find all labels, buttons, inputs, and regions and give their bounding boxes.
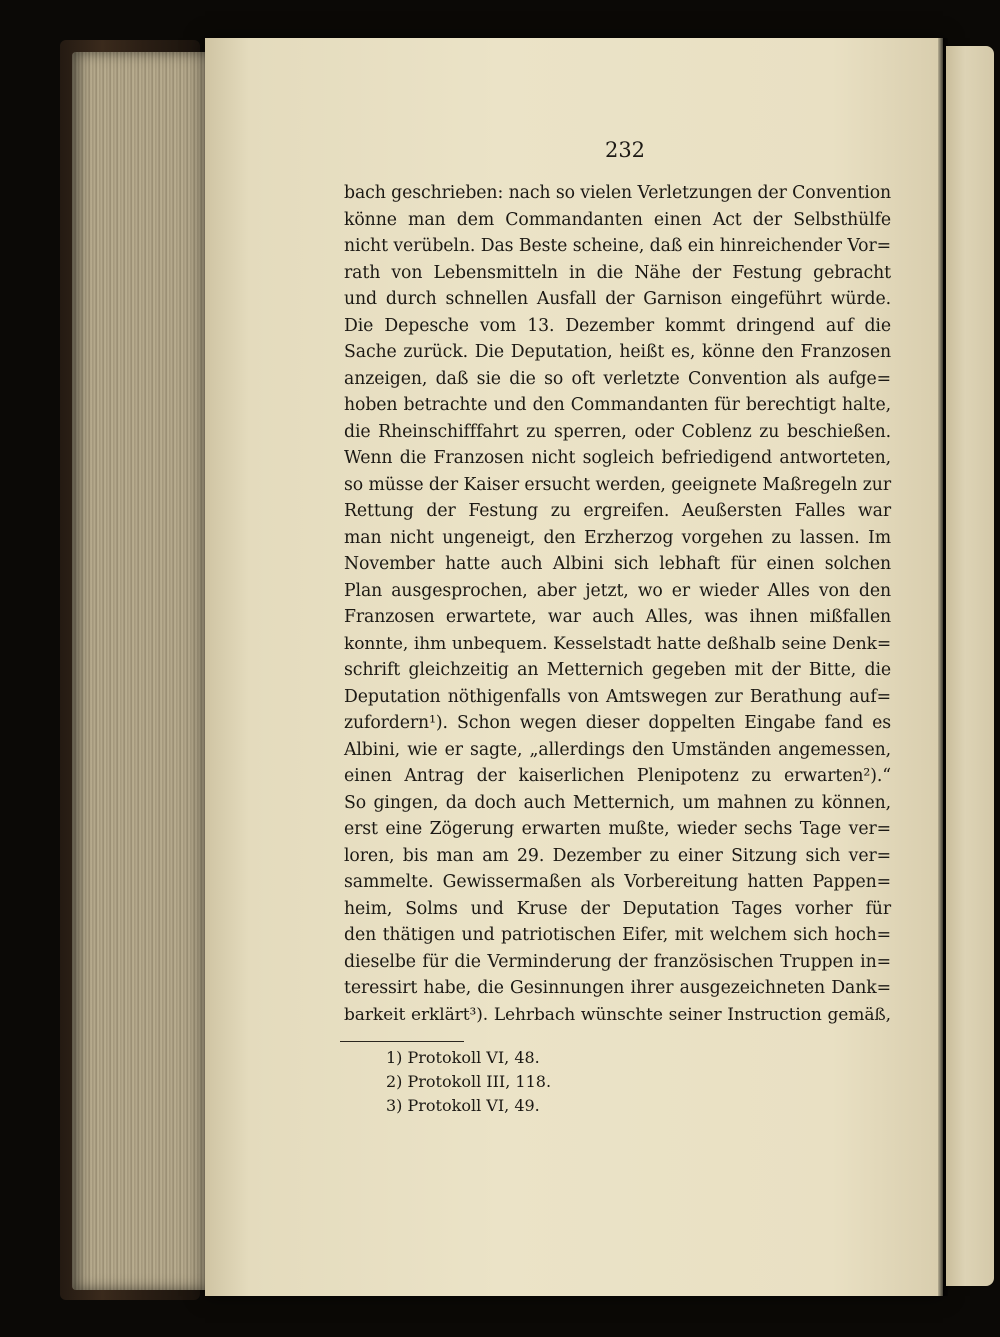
text-line: nicht verübeln. Das Beste scheine, daß ein hinreichender Vor= (344, 236, 891, 256)
text-line: dieselbe für die Verminderung der französischen Truppen in= (344, 951, 891, 972)
text-line: Deputation nöthigenfalls von Amtswegen zur Berathung auf= (344, 686, 891, 707)
text-line: barkeit erklärt³). Lehrbach wünschte seiner Instruction gemäß, (344, 1004, 891, 1025)
text-line: könne man dem Commandanten einen Act der Selbsthülfe (344, 209, 891, 230)
text-line: November hatte auch Albini sich lebhaft für einen solchen (344, 554, 891, 574)
text-line: Rettung der Festung zu ergreifen. Aeußersten Falles war (344, 501, 891, 521)
page-number: 232 (604, 138, 646, 162)
footnote: 2) Protokoll III, 118. (386, 1072, 552, 1091)
text-line: man nicht ungeneigt, den Erzherzog vorgehen zu lassen. Im (344, 527, 891, 548)
text-line: Sache zurück. Die Deputation, heißt es, könne den Franzosen (344, 342, 891, 362)
text-line: konnte, ihm unbequem. Kesselstadt hatte deßhalb seine Denk= (344, 633, 891, 654)
page-edges (72, 52, 222, 1290)
text-line: den thätigen und patriotischen Eifer, mit welchem sich hoch= (344, 925, 891, 945)
text-line: So gingen, da doch auch Metternich, um mahnen zu können, (344, 792, 891, 813)
body-text (344, 180, 891, 1028)
text-line: loren, bis man am 29. Dezember zu einer Sitzung sich ver= (344, 845, 891, 866)
text-line: so müsse der Kaiser ersucht werden, geeignete Maßregeln zur (344, 474, 891, 495)
text-line: Albini, wie er sagte, „allerdings den Umständen angemessen, (344, 739, 891, 760)
text-line: und durch schnellen Ausfall der Garnison eingeführt würde. (344, 289, 891, 309)
footnote: 3) Protokoll VI, 49. (386, 1096, 540, 1115)
facing-page (946, 46, 994, 1286)
text-line: bach geschrieben: nach so vielen Verletzungen der Convention (344, 183, 892, 203)
text-line: Die Depesche vom 13. Dezember kommt dringend auf die (344, 315, 891, 336)
text-line: Plan ausgesprochen, aber jetzt, wo er wieder Alles von den (344, 580, 891, 601)
footnote: 1) Protokoll VI, 48. (386, 1048, 540, 1067)
footnote-rule (340, 1041, 464, 1042)
text-line: die Rheinschifffahrt zu sperren, oder Coblenz zu beschießen. (344, 421, 891, 442)
text-line: Wenn die Franzosen nicht sogleich befriedigend antworteten, (344, 448, 891, 468)
text-line: hoben betrachte und den Commandanten für berechtigt halte, (344, 395, 891, 415)
text-line: erst eine Zögerung erwarten mußte, wieder sechs Tage ver= (344, 819, 891, 839)
footnotes (386, 1046, 551, 1118)
text-line: einen Antrag der kaiserlichen Plenipotenz zu erwarten²).“ (344, 766, 891, 786)
text-line: schrift gleichzeitig an Metternich gegeben mit der Bitte, die (344, 660, 891, 680)
text-line: sammelte. Gewissermaßen als Vorbereitung hatten Pappen= (344, 872, 891, 892)
text-line: rath von Lebensmitteln in die Nähe der Festung gebracht (344, 262, 891, 283)
text-line: zufordern¹). Schon wegen dieser doppelten Eingabe fand es (344, 713, 891, 733)
text-line: teressirt habe, die Gesinnungen ihrer ausgezeichneten Dank= (344, 978, 891, 998)
text-line: anzeigen, daß sie die so oft verletzte Convention als aufge= (344, 368, 891, 389)
text-line: heim, Solms und Kruse der Deputation Tages vorher für (344, 898, 891, 919)
text-line: Franzosen erwartete, war auch Alles, was ihnen mißfallen (344, 607, 891, 627)
